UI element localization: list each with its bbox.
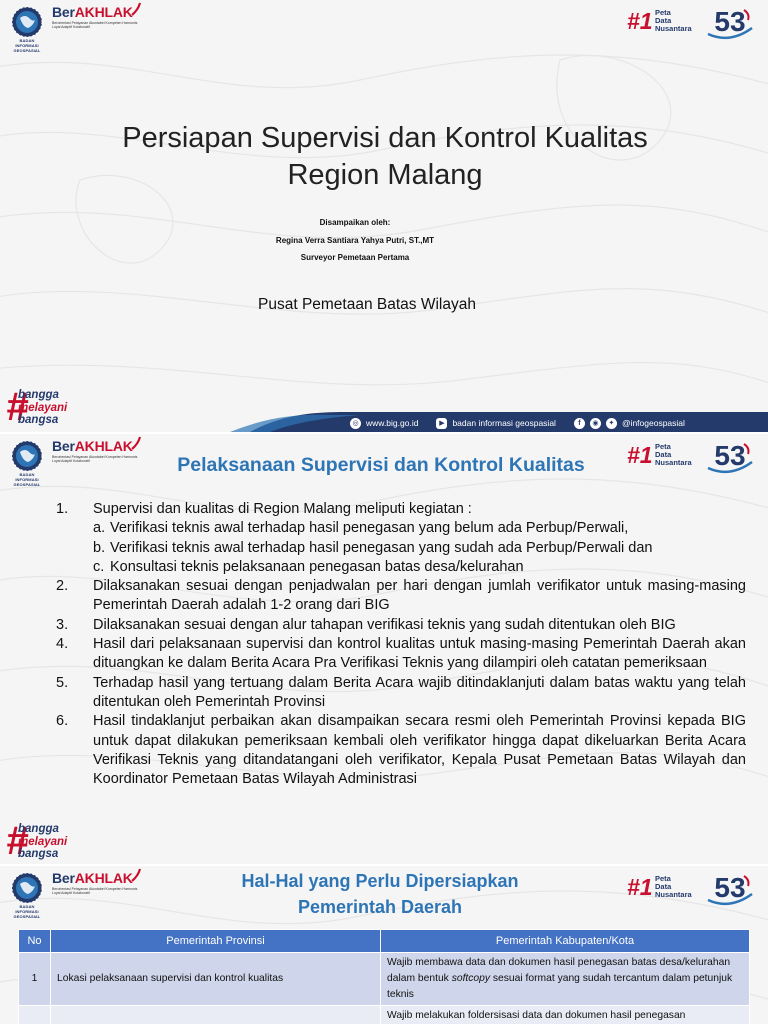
globe-icon [11, 440, 43, 472]
sub-item [93, 558, 746, 577]
swoosh-icon [130, 436, 142, 450]
berakhlak-tagline: Berorientasi Pelayanan Akuntabel Kompeten Harmonis Loyal Adaptif Kolaboratif [52, 887, 138, 895]
sub-letter: c. [93, 558, 105, 575]
presenter-credits [230, 214, 480, 267]
bangga-line2: melayani [18, 401, 68, 414]
footer-social[interactable]: @infogeospasial [621, 418, 685, 428]
twitter-icon[interactable]: ✦ [606, 418, 617, 429]
list-item [56, 616, 746, 635]
big-logo [9, 440, 45, 487]
presenter-name: Regina Verra Santiara Yahya Putri, ST.,MT [275, 235, 435, 245]
title-line2: Region Malang [287, 159, 483, 191]
heading-line1: Hal-Hal yang Perlu Dipersiapkan [241, 871, 519, 891]
bangga-melayani-bangsa-logo [6, 819, 86, 863]
peta-hash: #1 [627, 8, 653, 34]
peta-line2: Data [655, 450, 672, 459]
anniversary-number: 53 [714, 872, 746, 903]
berakhlak-akhlak: AKHLAK [74, 438, 133, 454]
table-row [19, 1006, 750, 1024]
peta-line2: Data [655, 16, 672, 25]
bangga-line1: bangga [18, 389, 59, 401]
berakhlak-akhlak: AKHLAK [74, 4, 133, 20]
sub-text: Verifikasi teknis awal terhadap hasil penegasan yang belum ada Perbup/Perwali, [110, 520, 629, 537]
berakhlak-logo [52, 4, 144, 29]
anniversary-53-logo [704, 870, 756, 906]
youtube-icon: ▶ [436, 418, 447, 429]
cell-kabupaten [381, 1006, 750, 1024]
cell-text: Wajib melakukan foldersisasi data dan dokumen hasil penegasan [387, 1010, 686, 1021]
cell-provinsi [51, 1006, 381, 1024]
bangga-line3: bangsa [18, 848, 59, 860]
cell-no: 1 [19, 953, 51, 1006]
requirements-table [18, 929, 750, 1024]
peta-data-nusantara-logo [627, 442, 699, 470]
list-number: 2. [56, 578, 69, 595]
anniversary-53-logo [704, 438, 756, 474]
list-item [56, 577, 746, 616]
berakhlak-akhlak: AKHLAK [74, 870, 133, 886]
cell-text: sesuai format yang sudah tercantum dalam petunjuk teknis [387, 973, 733, 1000]
anniversary-number: 53 [714, 6, 746, 37]
cell-kabupaten [381, 953, 750, 1006]
berakhlak-ber: Ber [52, 870, 75, 886]
list-text: Hasil dari pelaksanaan supervisi dan kontrol kualitas untuk masing-masing Pemerintah Daerah akan dituangkan ke dalam Berita Acara Pra Verifikasi Teknis yang dilampiri oleh catatan pemeriksaan [93, 636, 746, 672]
cell-text: Wajib membawa data dan dokumen hasil penegasan batas desa/kelurahan dalam bentuk [387, 957, 731, 984]
list-text: Terhadap hasil yang tertuang dalam Berita Acara wajib ditindaklanjuti dalam batas waktu yang telah ditentukan oleh Pemerintah Provinsi [93, 674, 746, 710]
berakhlak-ber: Ber [52, 438, 75, 454]
list-text: Dilaksanakan sesuai dengan penjadwalan per hari dengan jumlah verifikator untuk masing-masing Pemerintah Daerah adalah 1-2 orang dari BIG [93, 578, 746, 614]
big-logo [9, 872, 45, 919]
berakhlak-logo [52, 870, 144, 895]
list-text: Hasil tindaklanjut perbaikan akan disampaikan secara resmi oleh Pemerintah Provinsi kepada BIG untuk dapat dilakukan pemeriksaan kembali oleh verifikator hingga dapat dikeluarkan Berita Acara Verifikasi Teknis yang ditandatangani oleh verifikator, Kepala Pusat Pemetaan Batas Wilayah dan Koordinator Pemetaan Batas Wilayah Administrasi [93, 713, 746, 788]
globe-icon [11, 872, 43, 904]
list-number: 4. [56, 636, 69, 653]
column-header-no: No [19, 930, 51, 953]
big-logo-caption: BADAN INFORMASI GEOSPASIAL [13, 904, 41, 919]
table-header-row [19, 930, 750, 953]
sub-text: Konsultasi teknis pelaksanaan penegasan batas desa/kelurahan [110, 558, 524, 575]
swoosh-icon [130, 868, 142, 882]
globe-icon [11, 6, 43, 38]
peta-hash: #1 [627, 874, 653, 900]
heading-line2: Pemerintah Daerah [297, 897, 463, 917]
slide-pelaksanaan [0, 434, 768, 864]
instagram-icon[interactable]: ◉ [590, 418, 601, 429]
list-item [56, 500, 746, 577]
facebook-icon[interactable]: f [574, 418, 585, 429]
peta-line1: Peta [655, 8, 671, 17]
peta-line3: Nusantara [655, 24, 692, 33]
big-logo-caption: BADAN INFORMASI GEOSPASIAL [13, 472, 41, 487]
list-number: 5. [56, 674, 69, 691]
anniversary-number: 53 [714, 440, 746, 471]
activity-list [56, 500, 746, 789]
presenter-position: Surveyor Pemetaan Pertama [300, 253, 410, 262]
sub-text: Verifikasi teknis awal terhadap hasil penegasan yang sudah ada Perbup/Perwali dan [110, 539, 653, 556]
slide-heading [180, 868, 580, 920]
footer-website[interactable]: www.big.go.id [366, 418, 419, 428]
table-row [19, 953, 750, 1006]
bangga-line2: melayani [18, 835, 68, 848]
cell-text-italic: softcopy [451, 973, 491, 984]
list-item [56, 635, 746, 674]
peta-line3: Nusantara [655, 458, 692, 467]
title-line1: Persiapan Supervisi dan Kontrol Kualitas [122, 122, 648, 154]
peta-line1: Peta [655, 442, 671, 451]
list-number: 1. [56, 501, 69, 517]
sub-letter: a. [93, 520, 106, 537]
cell-provinsi: Lokasi pelaksanaan supervisi dan kontrol kualitas [51, 953, 381, 1006]
slide-title [0, 0, 768, 432]
berakhlak-logo [52, 438, 144, 463]
peta-hash: #1 [627, 442, 653, 468]
bangga-hash: # [6, 385, 29, 429]
anniversary-53-logo [704, 4, 756, 40]
footer-links [350, 415, 685, 431]
peta-line1: Peta [655, 874, 671, 883]
sub-item [93, 539, 746, 558]
peta-line3: Nusantara [655, 890, 692, 899]
big-logo-caption: BADAN INFORMASI GEOSPASIAL [13, 38, 41, 53]
slide-title-text [40, 120, 730, 194]
peta-line2: Data [655, 882, 672, 891]
bangga-line3: bangsa [18, 414, 59, 426]
peta-data-nusantara-logo [627, 874, 699, 902]
peta-data-nusantara-logo [627, 8, 699, 36]
list-text: Supervisi dan kualitas di Region Malang meliputi kegiatan : [93, 501, 472, 517]
berakhlak-tagline: Berorientasi Pelayanan Akuntabel Kompeten Harmonis Loyal Adaptif Kolaboratif [52, 21, 138, 29]
slide-persiapan [0, 866, 768, 1024]
globe-icon: ◎ [350, 418, 361, 429]
big-logo [9, 6, 45, 53]
unit-name: Pusat Pemetaan Batas Wilayah [258, 296, 476, 313]
sub-item [93, 519, 746, 538]
bangga-line1: bangga [18, 823, 59, 835]
bangga-hash: # [6, 819, 29, 863]
sub-letter: b. [93, 539, 106, 556]
slide-heading: Pelaksanaan Supervisi dan Kontrol Kualitas [177, 454, 585, 476]
list-text: Dilaksanakan sesuai dengan alur tahapan verifikasi teknis yang sudah ditentukan oleh BIG [93, 616, 676, 633]
column-header-kabupaten: Pemerintah Kabupaten/Kota [381, 930, 750, 953]
list-number: 6. [56, 713, 69, 730]
list-item [56, 674, 746, 713]
berakhlak-ber: Ber [52, 4, 75, 20]
berakhlak-tagline: Berorientasi Pelayanan Akuntabel Kompeten Harmonis Loyal Adaptif Kolaboratif [52, 455, 138, 463]
presented-by: Disampaikan oleh: [319, 218, 391, 227]
cell-no [19, 1006, 51, 1024]
list-item [56, 712, 746, 789]
column-header-provinsi: Pemerintah Provinsi [51, 930, 381, 953]
list-number: 3. [56, 616, 69, 633]
swoosh-icon [130, 2, 142, 16]
footer-youtube[interactable]: badan informasi geospasial [452, 418, 556, 428]
